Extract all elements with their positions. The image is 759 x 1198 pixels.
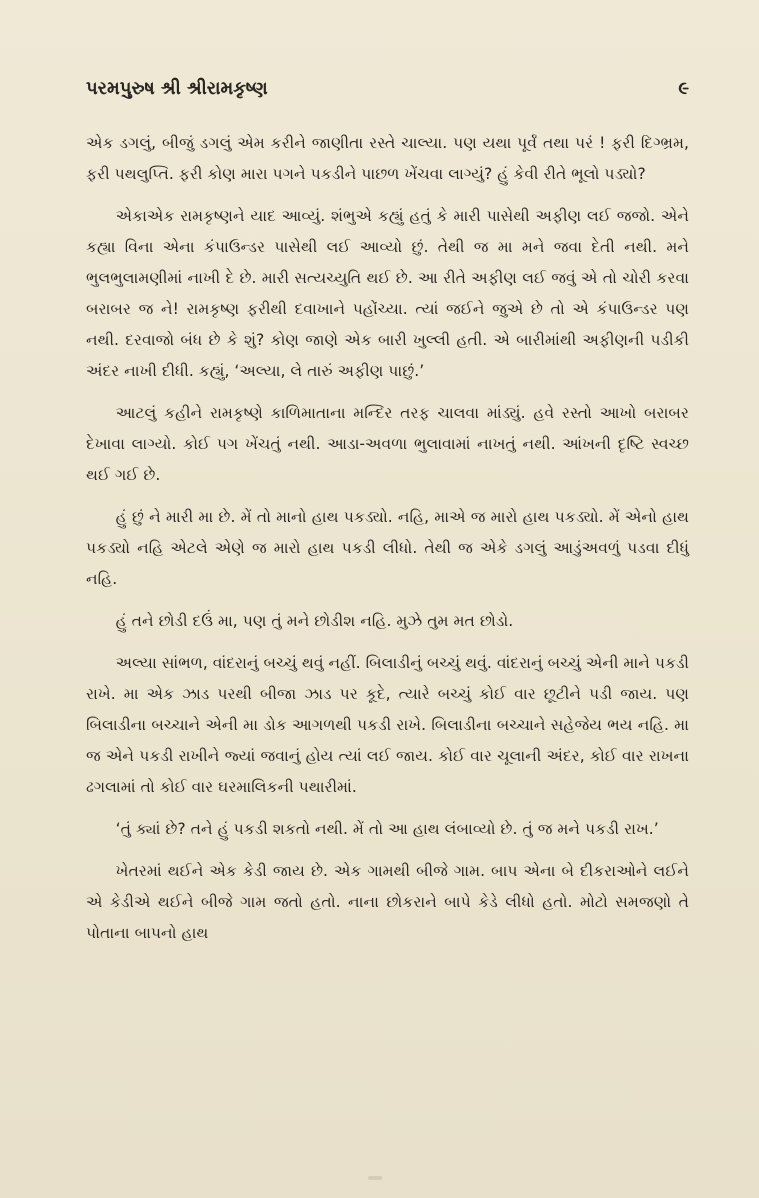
paragraph: અલ્યા સાંભળ, વાંદરાનું બચ્ચું થવું નહીં. બિલાડીનું બચ્ચું થવું. વાંદરાનું બચ્ચું એની માને પકડી રાખે. મા એક ઝાડ પરથી બીજા ઝાડ પર કૂદે, ત્યારે બચ્ચું કોઈ વાર છૂટીને પડી જાય. પણ બિલાડીના બચ્ચાને એની મા ડોક આગળથી પકડી રાખે. બિલાડીના બચ્ચાને સહેજેય ભય નહિ. મા જ એને પકડી રાખીને જ્યાં જવાનું હોય ત્યાં લઈ જાય. કોઈ વાર ચૂલાની અંદર, કોઈ વાર રાખના ઢગલામાં તો કોઈ વાર ઘરમાલિકની પથારીમાં. [86,654,689,796]
paragraph: હું છું ને મારી મા છે. મેં તો માનો હાથ પકડ્યો. નહિ, માએ જ મારો હાથ પકડ્યો. મેં એનો હાથ પકડ્યો નહિ એટલે એણે જ મારો હાથ પકડી લીધો. તેથી જ એકે ડગલું આડુંઅવળું પડવા દીધું નહિ. [86,508,689,588]
paragraph: ‘તું ક્યાં છે? તને હું પકડી શકતો નથી. મેં તો આ હાથ લંબાવ્યો છે. તું જ મને પકડી રાખ.’ [115,820,659,838]
body-text [86,128,689,960]
paragraph: એક ડગલું, બીજું ડગલું એમ કરીને જાણીતા રસ્તે ચાલ્યા. પણ યથા પૂર્વં તથા પરં ! ફરી દિગ્ભ્રમ, ફરી પથલુપ્તિ. ફરી કોણ મારા પગને પકડીને પાછળ ખેંચવા લાગ્યું? હું કેવી રીતે ભૂલો પડ્યો? [86,134,689,183]
running-title: પરમપુરુષ શ્રી શ્રીરામકૃષ્ણ [86,78,268,99]
page-number: ૯ [678,78,689,99]
running-header [86,78,689,99]
paragraph: હું તને છોડી દઉં મા, પણ તું મને છોડીશ નહિ. મુઝે તુમ મત છોડો. [115,612,514,630]
paragraph: આટલું કહીને રામકૃષ્ણે કાળિમાતાના મન્દિર તરફ ચાલવા માંડ્યું. હવે રસ્તો આખો બરાબર દેખાવા લાગ્યો. કોઈ પગ ખેંચતું નથી. આડા-અવળા ભુલાવામાં નાખતું નથી. આંખની દૃષ્ટિ સ્વચ્છ થઈ ગઈ છે. [86,404,689,484]
paragraph: ખેતરમાં થઈને એક કેડી જાય છે. એક ગામથી બીજે ગામ. બાપ એના બે દીકરાઓને લઈને એ કેડીએ થઈને બીજે ગામ જતો હતો. નાના છોકરાને બાપે કેડે લીધો હતો. મોટો સમજણો તે પોતાના બાપનો હાથ [86,862,689,942]
paragraph: એકાએક રામકૃષ્ણને યાદ આવ્યું. શંભુએ કહ્યું હતું કે મારી પાસેથી અફીણ લઈ જજો. એને કહ્યા વિના એના કંપાઉન્ડર પાસેથી લઈ આવ્યો છું. તેથી જ મા મને જવા દેતી નથી. મને ભુલભુલામણીમાં નાખી દે છે. મારી સત્યચ્યુતિ થઈ છે. આ રીતે અફીણ લઈ જવું એ તો ચોરી કરવા બરાબર જ ને! રામકૃષ્ણ ફરીથી દવાખાને પહોંચ્યા. ત્યાં જઈને જુએ છે તો એ કંપાઉન્ડર પણ નથી. દરવાજો બંધ છે કે શું? કોણ જાણે એક બારી ખુલ્લી હતી. એ બારીમાંથી અફીણની પડીકી અંદર નાખી દીધી. કહ્યું, ‘અલ્યા, લે તારું અફીણ પાછું.’ [86,207,689,380]
page-smudge [368,1176,382,1180]
